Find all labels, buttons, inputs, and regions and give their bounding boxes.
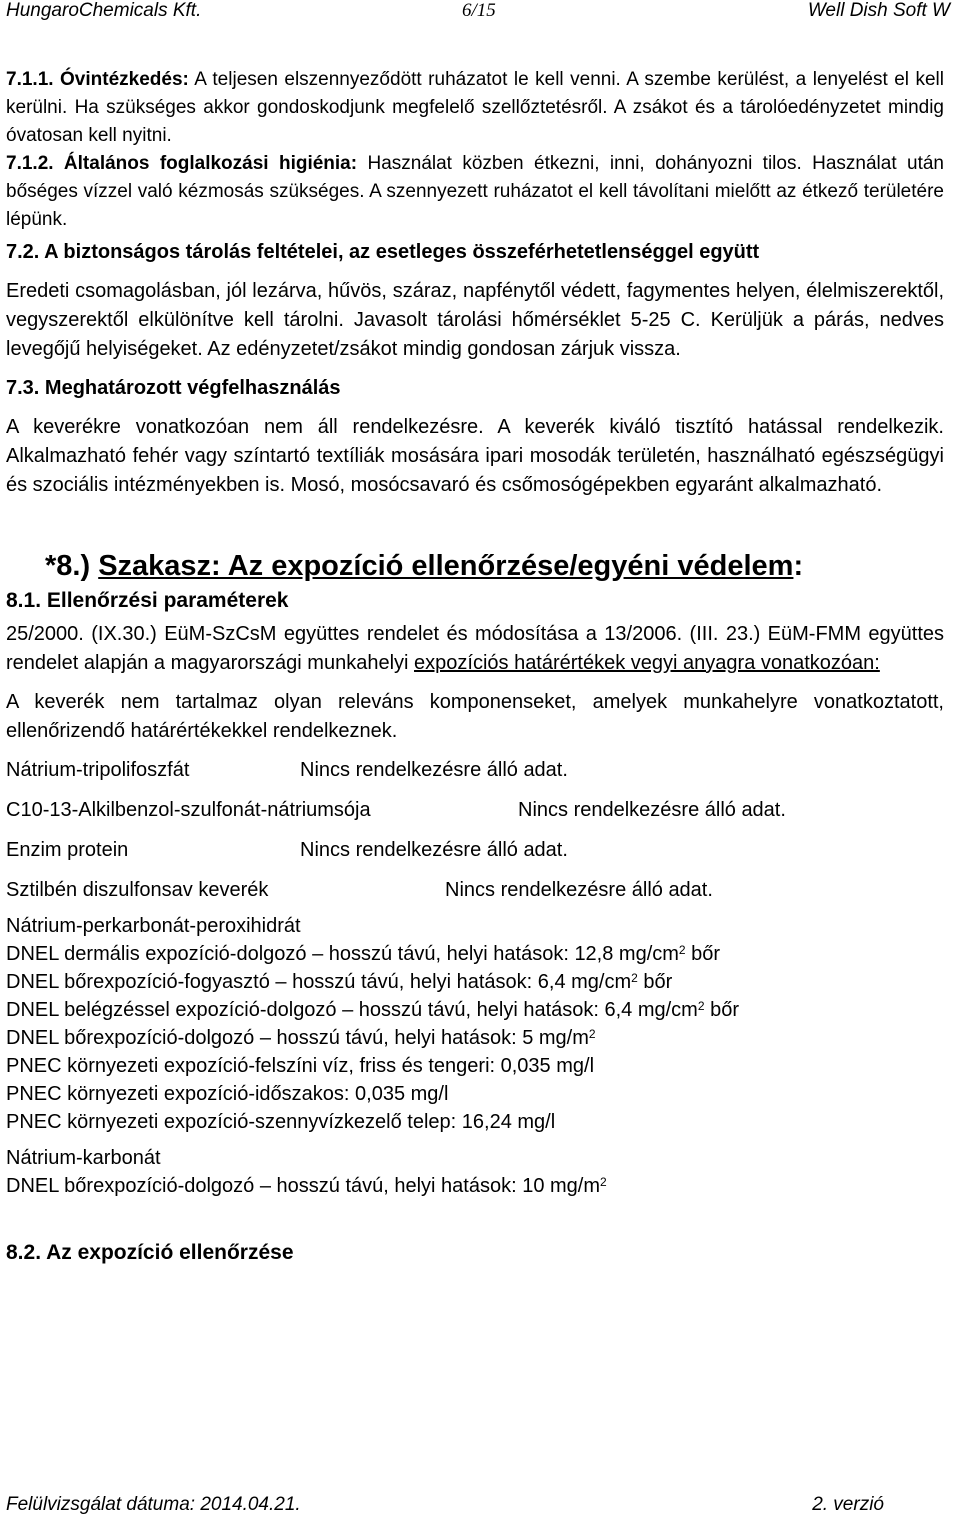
pnec-line: PNEC környezeti expozíció-időszakos: 0,035 mg/l: [6, 1083, 449, 1105]
dnel-line: DNEL belégzéssel expozíció-dolgozó – hosszú távú, helyi hatások: 6,4 $mg/cm^2$ bőr: [6, 999, 740, 1021]
page-number: 6/15: [462, 0, 496, 21]
version: 2. verzió: [812, 1494, 884, 1515]
substance-name: Enzim protein: [6, 839, 129, 861]
section-8-1-heading: 8.1. Ellenőrzési paraméterek: [6, 589, 289, 612]
karbonat-name: Nátrium-karbonát: [6, 1147, 161, 1169]
substance-row: [6, 876, 944, 906]
section-7-1-2: [6, 150, 944, 234]
product-name: Well Dish Soft W: [807, 0, 950, 21]
substance-row: [6, 796, 944, 826]
substance-name: Sztilbén diszulfonsav keverék: [6, 879, 269, 901]
document-body: [6, 66, 944, 1268]
pnec-line: PNEC környezeti expozíció-felszíni víz, friss és tengeri: 0,035 mg/l: [6, 1055, 595, 1077]
karbonat-block: [6, 1144, 944, 1200]
page-header: [6, 0, 950, 24]
substance-name: C10-13-Alkilbenzol-szulfonát-nátriumsója: [6, 799, 371, 821]
dnel-line: DNEL bőrexpozíció-dolgozó – hosszú távú, helyi hatások: 5 $mg/m^2$: [6, 1027, 596, 1049]
substance-row: [6, 836, 944, 866]
section-8-prefix: *8.): [45, 550, 91, 582]
substance-row: [6, 756, 944, 786]
section-8-1-intro: 25/2000. (IX.30.) EüM-SzCsM együttes rendelet és módosítása a 13/2006. (III. 23.) EüM-FMM együttes rendelet alapján a magyarországi munkahelyi expozíciós határértékek vegyi anyagra vonatkozóan:: [6, 623, 944, 674]
section-8-1-text: A keverék nem tartalmaz olyan releváns komponenseket, amelyek munkahelyre vonatkoztatott, ellenőrizendő határértékekkel rendelkeznek.: [6, 691, 944, 742]
perkarbonat-name: Nátrium-perkarbonát-peroxihidrát: [6, 915, 301, 937]
substance-value: Nincs rendelkezésre álló adat.: [300, 839, 568, 861]
section-7-1-1-text: A teljesen elszennyeződött ruházatot le kell venni. A szembe kerülést, a lenyelést el kell kerülni. Ha szükséges akkor gondoskodjunk megfelelő szellőztetésről. A zsákot és a tárolóedényzetet mindig óvatosan kell nyitni.: [6, 69, 944, 146]
review-date: Felülvizsgálat dátuma: 2014.04.21.: [6, 1494, 301, 1515]
perkarbonat-block: [6, 912, 944, 1136]
section-7-2-text: Eredeti csomagolásban, jól lezárva, hűvös, száraz, napfénytől védett, fagymentes helyen, élelmiszerektől, vegyszerektől elkülönítve kell tárolni. Javasolt tárolási hőmérséklet 5-25 C. Kerüljük a párás, nedves levegőjű helyiségeket. Az edényzetet/zsákot mindig gondosan zárjuk vissza.: [6, 280, 944, 360]
section-7-1-1: [6, 66, 944, 150]
section-7-1-2-text: Használat közben étkezni, inni, dohányozni tilos. Használat után bőséges vízzel való kézmosás szükséges. A szennyezett ruházatot el kell távolítani mielőtt az étkező területére lépünk.: [6, 153, 944, 230]
substance-value: Nincs rendelkezésre álló adat.: [445, 879, 713, 901]
dnel-line: DNEL dermális expozíció-dolgozó – hosszú távú, helyi hatások: 12,8 $mg/cm^2$ bőr: [6, 943, 721, 965]
company-name: HungaroChemicals Kft.: [6, 0, 202, 21]
substance-value: Nincs rendelkezésre álló adat.: [300, 759, 568, 781]
section-8-suffix: :: [793, 550, 804, 582]
section-7-1-1-label: 7.1.1. Óvintézkedés:: [6, 69, 189, 90]
section-8-title-text: Szakasz: Az expozíció ellenőrzése/egyéni védelem: [98, 550, 794, 582]
section-7-3-heading: 7.3. Meghatározott végfelhasználás: [6, 377, 341, 399]
substance-name: Nátrium-tripolifoszfát: [6, 759, 190, 781]
section-8-1-intro-underlined: expozíciós határértékek vegyi anyagra vonatkozóan:: [414, 652, 880, 674]
section-8-title: [45, 546, 944, 586]
dnel-line: DNEL bőrexpozíció-dolgozó – hosszú távú, helyi hatások: 10 $mg/m^2$: [6, 1175, 607, 1197]
section-7-2-heading: 7.2. A biztonságos tárolás feltételei, az esetleges összeférhetetlenséggel együtt: [6, 241, 760, 263]
section-7-3-text: A keverékre vonatkozóan nem áll rendelkezésre. A keverék kiváló tisztító hatással rendelkezik. Alkalmazható fehér vagy színtartó textíliák mosására ipari mosodák területén, használható egészségügyi és szociális intézményekben is. Mosó, mosócsavaró és csőmosógépekben egyaránt alkalmazható.: [6, 416, 944, 496]
section-7-1-2-label: 7.1.2. Általános foglalkozási higiénia:: [6, 153, 358, 174]
pnec-line: PNEC környezeti expozíció-szennyvízkezelő telep: 16,24 mg/l: [6, 1111, 556, 1133]
substance-value: Nincs rendelkezésre álló adat.: [518, 799, 786, 821]
dnel-line: DNEL bőrexpozíció-fogyasztó – hosszú távú, helyi hatások: 6,4 $mg/cm^2$ bőr: [6, 971, 673, 993]
section-8-2-heading: 8.2. Az expozíció ellenőrzése: [6, 1241, 294, 1264]
page-footer: [6, 1494, 950, 1518]
